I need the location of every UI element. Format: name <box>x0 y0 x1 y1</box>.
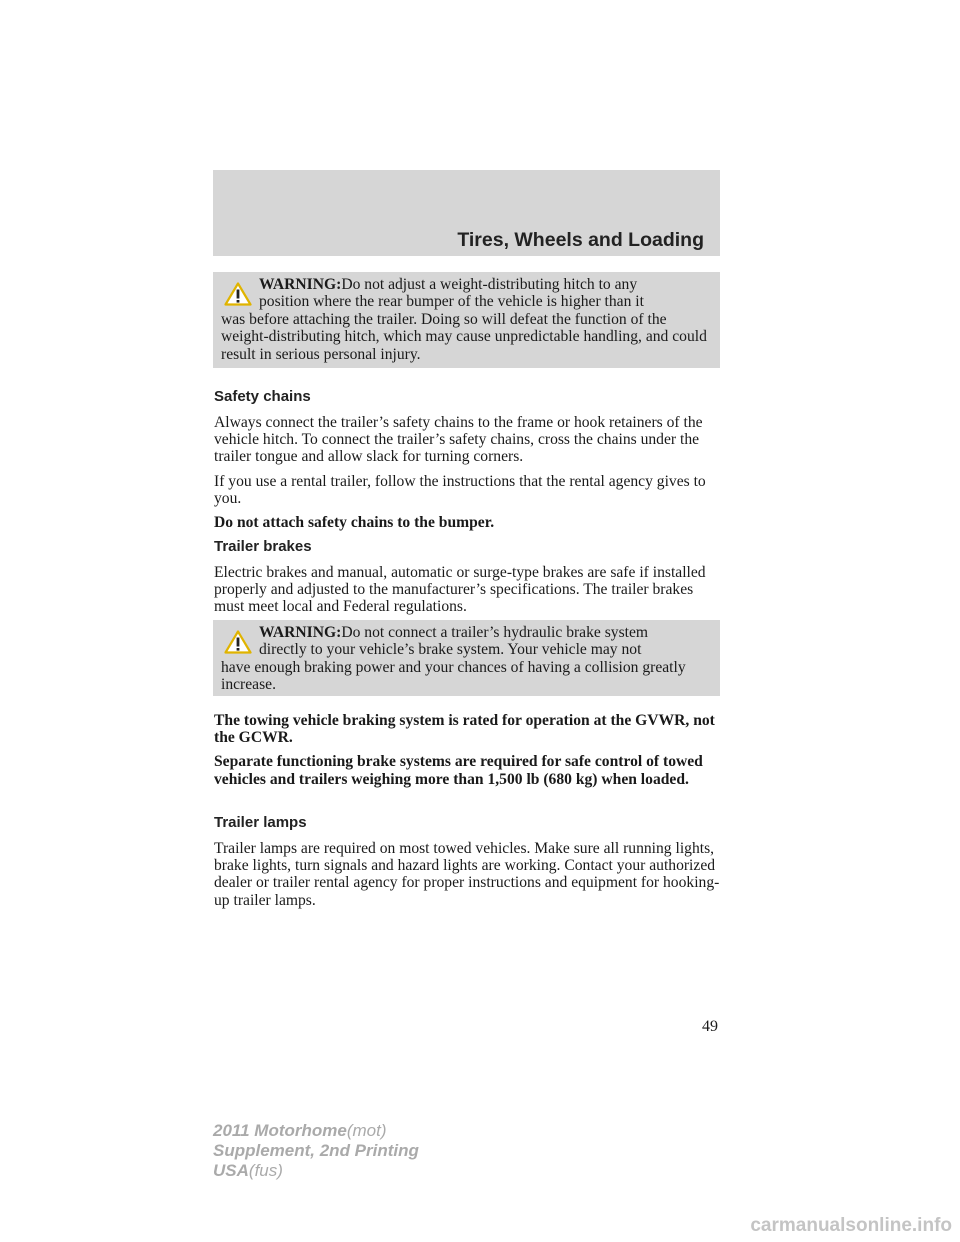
paragraph: Trailer lamps are required on most towed vehicles. Make sure all running lights, brake lights, turn signals and hazard lights are working. Contact your authorized dealer or trailer rental agency for proper instructions and equipment for hooking-up trailer lamps. <box>214 840 720 909</box>
warning-triangle-icon <box>224 630 252 654</box>
paragraph: If you use a rental trailer, follow the instructions that the rental agency gives to you. <box>214 472 706 507</box>
print-footer: 2011 Motorhome(mot) Supplement, 2nd Printing USA(fus) <box>213 1121 419 1180</box>
bold-paragraph: Separate functioning brake systems are required for safe control of towed vehicles and trailers weighing more than 1,500 lb (680 kg) when loaded. <box>214 753 703 788</box>
trailer-lamps-section <box>214 814 724 909</box>
warning-triangle-icon <box>224 282 252 306</box>
section-heading: Trailer brakes <box>214 538 312 555</box>
paragraph: Electric brakes and manual, automatic or surge-type brakes are safe if installed properly and adjusted to the manufacturer’s specifications. The trailer brakes must meet local and Federal regulations. <box>214 564 706 616</box>
page-number: 49 <box>702 1018 718 1035</box>
warning-text: WARNING:Do not connect a trailer’s hydraulic brake system directly to your vehicle’s brake system. Your vehicle may not have enough braking power and your chances of having a collision greatly increase. <box>221 624 686 694</box>
safety-chains-section <box>214 388 724 531</box>
warning-text: WARNING:Do not adjust a weight-distributing hitch to any position where the rear bumper of the vehicle is higher than it was before attaching the trailer. Doing so will defeat the function of the weight-distributing hitch, which may cause unpredictable handling, and could result in serious personal injury. <box>221 276 707 363</box>
paragraph: Always connect the trailer’s safety chains to the frame or hook retainers of the vehicle hitch. To connect the trailer’s safety chains, cross the chains under the trailer tongue and allow slack for turning corners. <box>214 414 703 466</box>
warning-box <box>213 620 720 696</box>
watermark: carmanualsonline.info <box>750 1215 952 1236</box>
section-heading: Safety chains <box>214 388 311 405</box>
section-heading: Trailer lamps <box>214 814 307 831</box>
bold-paragraph: Do not attach safety chains to the bumper. <box>214 514 495 532</box>
brake-requirements <box>214 712 724 788</box>
warning-box <box>213 272 720 368</box>
trailer-brakes-section <box>214 538 724 616</box>
section-title: Tires, Wheels and Loading <box>457 229 704 251</box>
section-header-band <box>213 170 720 256</box>
bold-paragraph: The towing vehicle braking system is rated for operation at the GVWR, not the GCWR. <box>214 712 715 747</box>
